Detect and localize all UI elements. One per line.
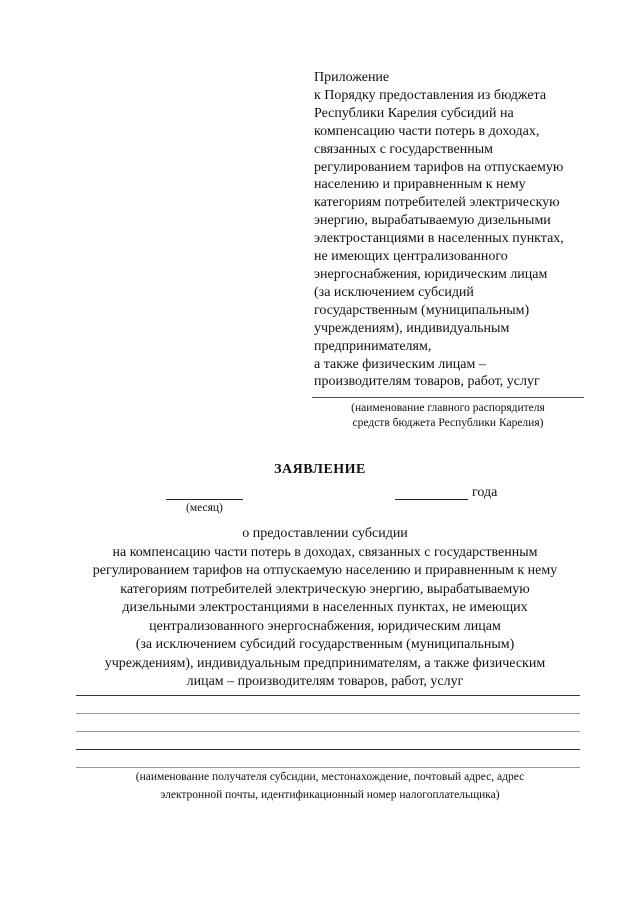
applicant-blank-line[interactable] [76, 767, 580, 768]
subject-line: (за исключением субсидий государственным (муниципальным) [135, 637, 515, 652]
appendix-line: Республики Карелия субсидий на [314, 105, 514, 121]
recipient-caption-line: средств бюджета Республики Карелия) [352, 417, 544, 429]
recipient-caption-line: (наименование главного распорядителя [351, 402, 545, 414]
subject-line: централизованного энергоснабжения, юридическим лицам [149, 618, 501, 634]
appendix-line: регулированием тарифов на отпускаемую [314, 159, 564, 175]
recipient-blank-line[interactable] [312, 397, 584, 398]
subject-line: о предоставлении субсидии [242, 526, 408, 541]
year-label: года [472, 485, 498, 500]
appendix-line: производителям товаров, работ, услуг [314, 374, 540, 390]
subject-line: регулированием тарифов на отпускаемую населению и приравненным к нему [92, 563, 558, 578]
appendix-line: государственным (муниципальным) [314, 302, 530, 318]
appendix-line: к Порядку предоставления из бюджета [314, 87, 547, 103]
applicant-caption [60, 770, 600, 803]
subject-line: категориям потребителей электрическую энергию, вырабатываемую [120, 581, 530, 597]
appendix-line: связанных с государственным [314, 141, 493, 157]
applicant-blank-line[interactable] [76, 731, 580, 732]
subject-line: учреждениям), индивидуальным предпринимателям, а также физическим [104, 655, 546, 671]
applicant-caption-line: электронной почты, идентификационный номер налогоплательщика) [160, 789, 500, 801]
recipient-caption [312, 401, 584, 431]
applicant-caption-line: (наименование получателя субсидии, местонахождение, почтовый адрес, адрес [135, 771, 525, 783]
applicant-blank-line[interactable] [76, 713, 580, 714]
applicant-blank-line[interactable] [76, 695, 580, 696]
appendix-line: (за исключением субсидий [314, 284, 474, 300]
appendix-line: категориям потребителей электрическую [314, 195, 560, 211]
appendix-line: энергоснабжения, юридическим лицам [314, 266, 548, 282]
appendix-line: учреждениям), индивидуальным [314, 320, 510, 336]
month-blank[interactable] [166, 499, 243, 500]
appendix-line: а также физическим лицам – [314, 356, 486, 372]
month-caption: (месяц) [186, 502, 223, 514]
statement-subject [60, 525, 590, 692]
appendix-line: населению и приравненным к нему [314, 177, 526, 193]
appendix-line: энергию, вырабатываемую дизельными [314, 213, 551, 229]
appendix-line: компенсацию части потерь в доходах, [314, 123, 540, 139]
subject-line: дизельными электростанциями в населенных пунктах, не имеющих [122, 600, 528, 615]
appendix-note [314, 69, 614, 391]
appendix-line: Приложение [314, 70, 390, 85]
appendix-line: не имеющих централизованного [314, 249, 508, 265]
document-title: ЗАЯВЛЕНИЕ [274, 462, 366, 477]
subject-line: лицам – производителям товаров, работ, услуг [186, 674, 464, 689]
appendix-line: предпринимателям, [314, 338, 432, 354]
appendix-line: электростанциями в населенных пунктах, [314, 231, 564, 247]
year-blank[interactable] [395, 499, 468, 500]
applicant-blank-line[interactable] [76, 749, 580, 750]
subject-line: на компенсацию части потерь в доходах, связанных с государственным [112, 544, 538, 560]
